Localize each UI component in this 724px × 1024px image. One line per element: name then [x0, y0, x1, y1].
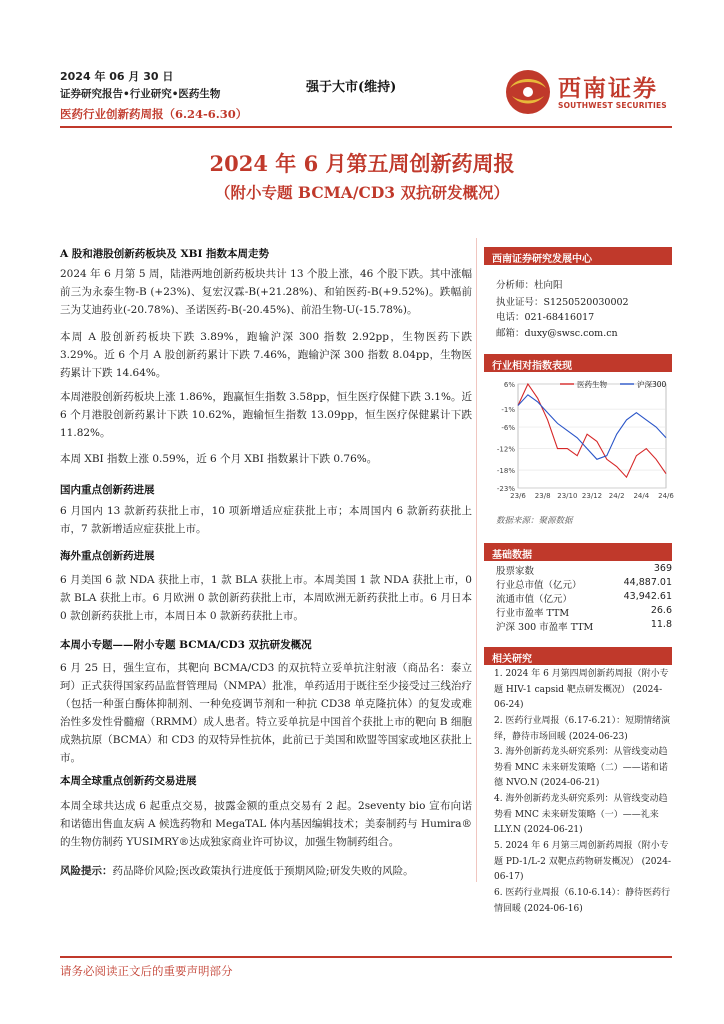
section-heading-topic: 本周小专题——附小专题 BCMA/CD3 双抗研发概况 — [60, 639, 312, 651]
page-title: 2024 年 6 月第五周创新药周报 — [209, 151, 515, 176]
related-report-link[interactable]: 2. 医药行业周报（6.17-6.21）：短期情绪演绎，静待市场回暖 (2024-06-23) — [494, 716, 671, 742]
chart-frame — [518, 384, 666, 488]
industry-rating: 强于大市(维持) — [306, 80, 397, 95]
basic-data-value: 369 — [653, 563, 672, 574]
related-report-link[interactable]: 4. 海外创新药龙头研究系列：从管线变动趋势看 MNC 未来研发策略（一）——礼来 LLY.N (2024-06-21) — [494, 794, 668, 835]
report-name: 医药行业创新药周报（6.24-6.30） — [60, 107, 248, 121]
relative-index-chart — [488, 374, 672, 506]
section-heading-domestic: 国内重点创新药进展 — [60, 484, 155, 496]
related-report-link[interactable]: 5. 2024 年 6 月第三周创新药周报（附小专题 PD-1/L-2 双靶点药物研发概况） (2024-06-17) — [494, 841, 672, 882]
risk-notice — [60, 862, 472, 880]
chart-source: 数据来源：聚源数据 — [496, 516, 573, 526]
analyst-box-title: 西南证券研究发展中心 — [484, 247, 672, 265]
chart-x-tick-label: 23/10 — [557, 492, 578, 500]
overseas-paragraph: 6 月美国 6 款 NDA 获批上市，1 款 BLA 获批上市。本周美国 1 款 NDA 获批上市，0 款 BLA 获批上市。6 月欧洲 0 款创新药获批上市，本周欧洲无新药获批上市。6 月日本 0 款创新药获批上市，本周日本 0 款新药获批上市。 — [60, 574, 472, 622]
footer-notice: 请务必阅读正文后的重要声明部分 — [60, 964, 233, 978]
basic-data-label: 股票家数 — [496, 566, 535, 577]
risk-label: 风险提示： — [60, 865, 113, 877]
logo-cn-text: 西南证券 — [558, 75, 658, 102]
chart-series-line — [518, 384, 666, 477]
chart-y-tick-label: -23% — [496, 485, 515, 493]
chart-x-tick-label: 24/2 — [608, 492, 625, 500]
header-divider — [60, 126, 672, 128]
analyst-email[interactable]: 邮箱：duxy@swsc.com.cn — [496, 328, 618, 339]
market-paragraph-3: 本周港股创新药板块上涨 1.86%，跑赢恒生指数 3.58pp，恒生医疗保健下跌 3.1%。近 6 个月港股创新药累计下跌 10.62%，跑输恒生指数 13.09pp，恒生医疗保健累计下跌 11.82%。 — [60, 391, 472, 439]
section-heading-deals: 本周全球重点创新药交易进展 — [60, 775, 197, 787]
domestic-paragraph: 6 月国内 13 款新药获批上市，10 项新增适应症获批上市；本周国内 6 款新药获批上市，7 款新增适应症获批上市。 — [60, 505, 472, 535]
basic-data-label: 行业市盈率 TTM — [496, 608, 570, 619]
chart-x-ticks — [510, 492, 674, 500]
basic-data-label: 流通市值（亿元） — [496, 594, 573, 605]
column-divider — [476, 238, 477, 882]
report-category: 证券研究报告•行业研究•医药生物 — [60, 88, 221, 100]
related-report-link[interactable]: 6. 医药行业周报（6.10-6.14）：静待医药行情回暖 (2024-06-16) — [494, 888, 671, 914]
basic-data-title: 基础数据 — [484, 543, 672, 561]
section-heading-market: A 股和港股创新药板块及 XBI 指数本周走势 — [60, 248, 270, 260]
basic-data-value: 11.8 — [650, 619, 672, 630]
basic-data-label: 行业总市值（亿元） — [496, 580, 582, 591]
chart-y-ticks — [497, 381, 515, 493]
report-date: 2024 年 06 月 30 日 — [60, 70, 174, 83]
footer-divider — [60, 956, 672, 958]
chart-y-tick-label: 6% — [503, 381, 515, 389]
related-research-title: 相关研究 — [484, 647, 672, 665]
chart-x-tick-label: 24/6 — [658, 492, 674, 500]
chart-x-tick-label: 23/6 — [510, 492, 526, 500]
chart-grid — [518, 384, 666, 488]
chart-legend-label: 沪深300 — [637, 380, 667, 389]
chart-y-tick-label: -18% — [496, 467, 515, 476]
section-heading-overseas: 海外重点创新药进展 — [60, 550, 155, 562]
related-report-link[interactable]: 3. 海外创新药龙头研究系列：从管线变动趋势看 MNC 未来研发策略（二）——诺和诺德 NVO.N (2024-06-21) — [494, 747, 668, 788]
risk-text: 药品降价风险;医改政策执行进度低于预期风险;研发失败的风险。 — [112, 865, 414, 877]
chart-y-tick-label: -12% — [496, 445, 515, 454]
deals-paragraph: 本周全球共达成 6 起重点交易，披露金额的重点交易有 2 起。2seventy bio 宣布向诺和诺德出售血友病 A 候选药物和 MegaTAL 体内基因编辑技术；美泰制药与 Humira®的生物仿制药 YUSIMRY®达成独家商业许可协议，加强生物制药组合。 — [60, 800, 472, 848]
analyst-license: 执业证号：S1250520030002 — [496, 297, 629, 308]
chart-x-tick-label: 24/4 — [633, 492, 650, 500]
analyst-phone: 电话：021-68416017 — [496, 312, 595, 323]
topic-paragraph: 6 月 25 日，强生宣布，其靶向 BCMA/CD3 的双抗特立妥单抗注射液（商品名：泰立珂）正式获得国家药品监督管理局（NMPA）批准，单药适用于既往至少接受过三线治疗（包括一种蛋白酶体抑制剂、一种免疫调节剂和一种抗 CD38 单克隆抗体）的复发或难治性多发性骨髓瘤（RRMM）成人患者。特立妥单抗是中国首个获批上市的靶向 B 细胞成熟抗原（BCMA）和 CD3 的双特异性抗体，此前已于美国和欧盟等国家或地区获批上市。 — [60, 662, 472, 764]
basic-data-value: 44,887.01 — [623, 577, 672, 588]
market-paragraph-1: 2024 年 6 月第 5 周，陆港两地创新药板块共计 13 个股上涨，46 个股下跌。其中涨幅前三为永泰生物-B (+23%)、复宏汉霖-B(+21.28%)、和铂医药-B(+9.52%)。跌幅前三为艾迪药业(-20.78%)、圣诺医药-B(-20.45%)、前沿生物-U(-15.78%)。 — [60, 268, 472, 316]
chart-legend-label: 医药生物 — [577, 380, 607, 389]
logo-en-text: SOUTHWEST SECURITIES — [558, 101, 667, 110]
chart-series-lines — [518, 384, 666, 477]
market-paragraph-2: 本周 A 股创新药板块下跌 3.89%，跑输沪深 300 指数 2.92pp，生物医药下跌 3.29%。近 6 个月 A 股创新药累计下跌 7.46%，跑输沪深 300 指数 8.04pp，生物医药累计下跌 14.64%。 — [60, 331, 472, 379]
page-subtitle: （附小专题 BCMA/CD3 双抗研发概况） — [215, 183, 509, 202]
analyst-name: 分析师：杜向阳 — [496, 280, 563, 291]
basic-data-value: 26.6 — [650, 605, 672, 616]
chart-x-tick-label: 23/8 — [534, 492, 551, 500]
market-paragraph-4: 本周 XBI 指数上涨 0.59%，近 6 个月 XBI 指数累计下跌 0.76%。 — [60, 453, 378, 465]
chart-y-tick-label: -6% — [501, 424, 515, 433]
chart-x-tick-label: 23/12 — [581, 492, 603, 500]
basic-data-label: 沪深 300 市盈率 TTM — [496, 622, 594, 633]
related-report-link[interactable]: 1. 2024 年 6 月第四周创新药周报（附小专题 HIV-1 capsid 靶点研发概况） (2024-06-24) — [494, 669, 669, 710]
chart-y-tick-label: -1% — [501, 406, 515, 415]
basic-data-value: 43,942.61 — [623, 591, 672, 602]
chart-box-title: 行业相对指数表现 — [484, 354, 672, 372]
